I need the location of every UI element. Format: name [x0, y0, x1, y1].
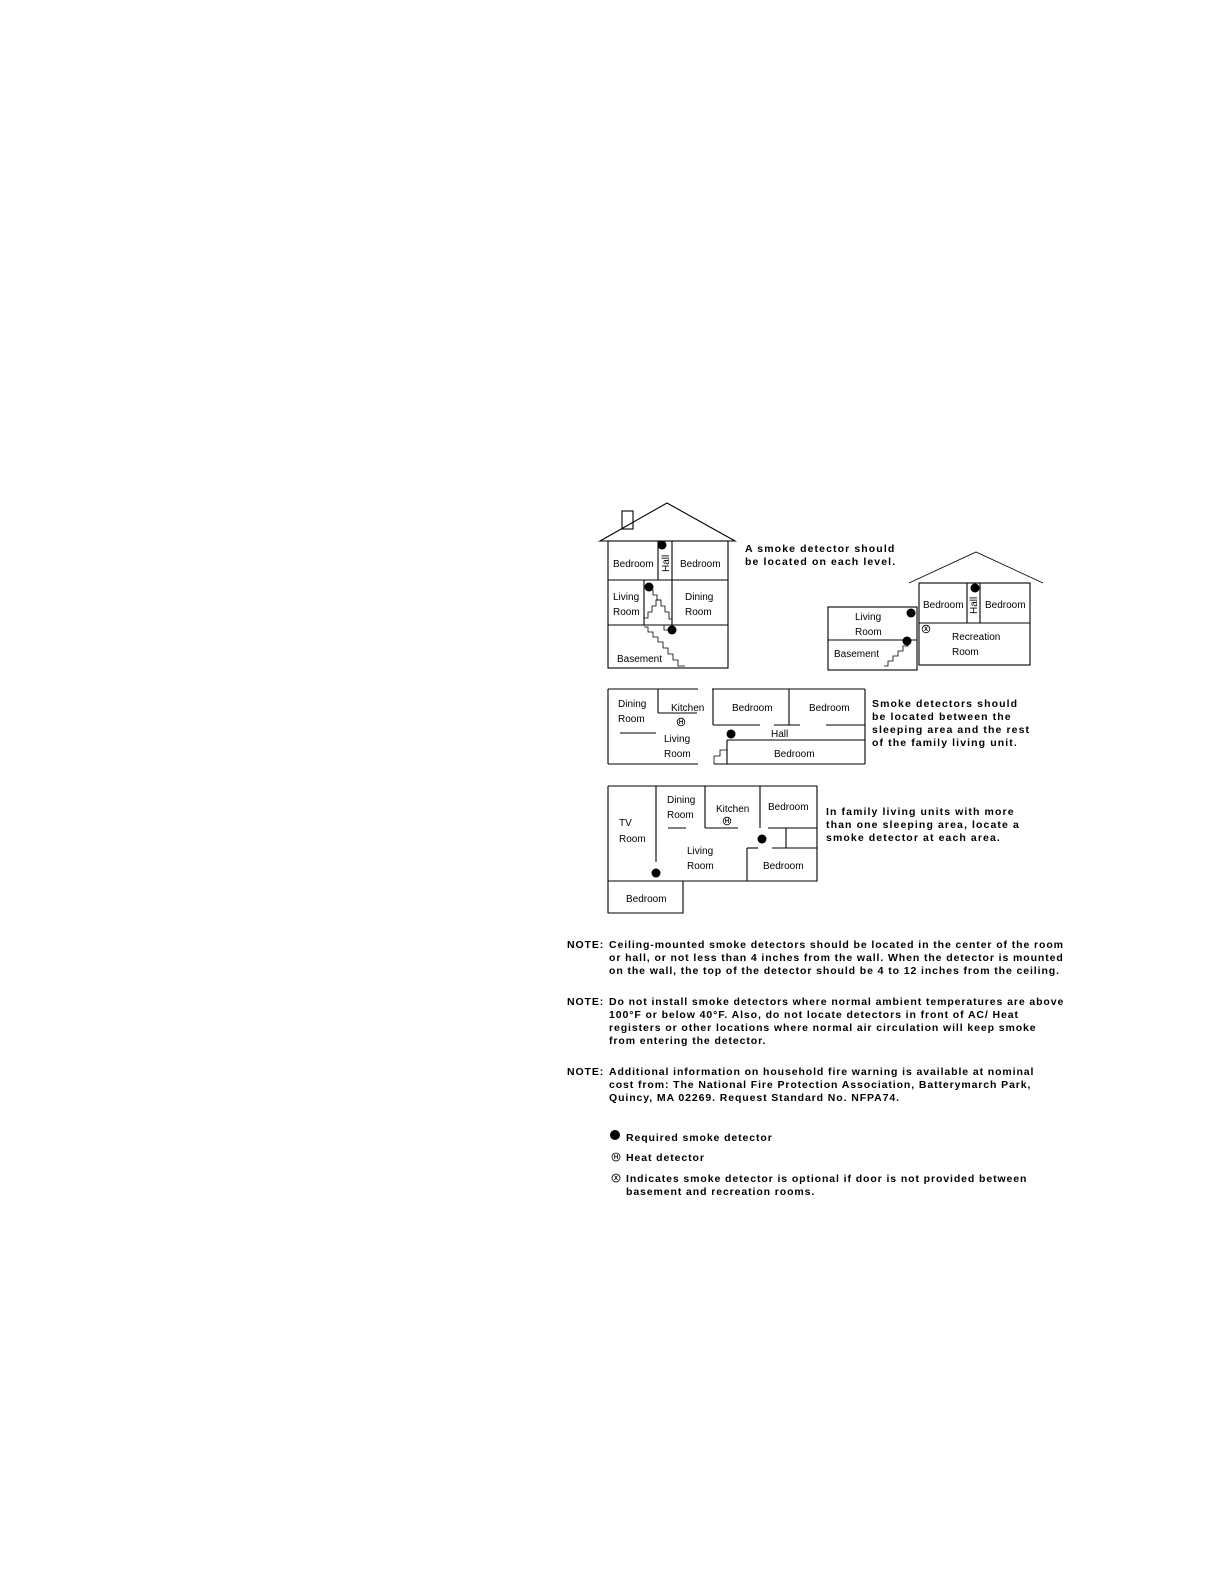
room-label: Living	[664, 734, 691, 745]
caption-between-sleeping: be located between the	[872, 711, 1012, 723]
room-label: Room	[667, 810, 694, 821]
note-label: NOTE:	[567, 996, 605, 1008]
room-label: Room	[855, 627, 882, 638]
caption-each-area: than one sleeping area, locate a	[826, 819, 1020, 831]
smoke-detector	[727, 730, 736, 739]
note-line: or hall, or not less than 4 inches from the wall. When the detector is mounted	[609, 952, 1064, 964]
house-one	[600, 503, 735, 668]
floor-plan-one	[608, 689, 865, 764]
note-label: NOTE:	[567, 1066, 605, 1078]
note-line: cost from: The National Fire Protection Association, Batterymarch Park,	[609, 1079, 1032, 1091]
optional-symbol-text: X	[613, 1176, 619, 1183]
room-label: Hall	[771, 729, 789, 740]
floor-plan-two	[608, 786, 817, 913]
smoke-detector	[658, 541, 667, 550]
smoke-detector	[907, 609, 916, 618]
heat-symbol-text: H	[678, 720, 684, 727]
note-line: Additional information on household fire warning is available at nominal	[609, 1066, 1035, 1078]
room-label: TV	[619, 818, 632, 829]
room-label: Dining	[685, 592, 714, 603]
smoke-detector	[758, 835, 767, 844]
room-label: Kitchen	[671, 703, 705, 714]
note-one	[567, 939, 1064, 977]
room-label: Living	[855, 612, 882, 623]
smoke-detector	[971, 584, 980, 593]
caption-each-level: A smoke detector should	[745, 543, 896, 555]
room-label: Bedroom	[774, 749, 815, 760]
room-label: Living	[687, 846, 714, 857]
legend-optional: basement and recreation rooms.	[626, 1186, 816, 1198]
caption-between-sleeping: of the family living unit.	[872, 737, 1018, 749]
chimney	[622, 511, 633, 529]
room-label: Dining	[618, 699, 647, 710]
room-label: Bedroom	[626, 894, 667, 905]
smoke-detector	[652, 869, 661, 878]
caption-between-sleeping: Smoke detectors should	[872, 698, 1019, 710]
caption-each-area: In family living units with more	[826, 806, 1015, 818]
house-two	[828, 552, 1043, 670]
smoke-detector	[668, 626, 677, 635]
room-label: Bedroom	[732, 703, 773, 714]
room-label: Room	[618, 714, 645, 725]
room-label: Room	[613, 607, 640, 618]
house-two-roof	[909, 552, 1043, 583]
note-two	[567, 996, 1064, 1047]
note-line: Do not install smoke detectors where normal ambient temperatures are above	[609, 996, 1065, 1008]
note-three	[567, 1066, 1034, 1104]
caption-between-sleeping: sleeping area and the rest	[872, 724, 1031, 736]
legend-optional: Indicates smoke detector is optional if door is not provided between	[626, 1173, 1028, 1185]
room-label: Basement	[617, 654, 663, 665]
caption-each-area: smoke detector at each area.	[826, 832, 1001, 844]
caption-each-level: be located on each level.	[745, 556, 897, 568]
house-one-roof	[600, 503, 735, 541]
heat-symbol-text: H	[613, 1155, 619, 1162]
room-label: Room	[664, 749, 691, 760]
optional-symbol-text: X	[923, 627, 929, 634]
stairs	[884, 642, 908, 666]
note-line: registers or other locations where normal air circulation will keep smoke	[609, 1022, 1037, 1034]
note-line: Quincy, MA 02269. Request Standard No. NFPA74.	[609, 1092, 900, 1104]
note-line: Ceiling-mounted smoke detectors should be located in the center of the room	[609, 939, 1064, 951]
legend-required: Required smoke detector	[626, 1132, 773, 1144]
smoke-detector	[645, 583, 654, 592]
stairs	[648, 590, 672, 619]
room-label: Room	[619, 834, 646, 845]
room-label: Bedroom	[613, 559, 654, 570]
room-label: Bedroom	[985, 600, 1026, 611]
room-label: Hall	[661, 554, 672, 572]
legend	[610, 1130, 1027, 1198]
note-line: from entering the detector.	[609, 1035, 767, 1047]
stairs	[714, 750, 727, 764]
note-label: NOTE:	[567, 939, 605, 951]
room-label: Bedroom	[768, 802, 809, 813]
room-label: Bedroom	[923, 600, 964, 611]
note-line: 100°F or below 40°F. Also, do not locate detectors in front of AC/ Heat	[609, 1009, 1019, 1021]
room-label: Bedroom	[680, 559, 721, 570]
room-label: Hall	[969, 596, 980, 614]
room-label: Bedroom	[809, 703, 850, 714]
room-label: Basement	[834, 649, 880, 660]
room-label: Living	[613, 592, 640, 603]
room-label: Recreation	[952, 632, 1001, 643]
smoke-detector	[903, 637, 912, 646]
room-label: Bedroom	[763, 861, 804, 872]
room-label: Kitchen	[716, 804, 750, 815]
room-label: Dining	[667, 795, 696, 806]
required-detector-icon	[610, 1130, 620, 1140]
room-label: Room	[687, 861, 714, 872]
room-label: Room	[952, 647, 979, 658]
room-label: Room	[685, 607, 712, 618]
note-line: on the wall, the top of the detector should be 4 to 12 inches from the ceiling.	[609, 965, 1060, 977]
legend-heat: Heat detector	[626, 1152, 705, 1164]
heat-symbol-text: H	[724, 819, 730, 826]
